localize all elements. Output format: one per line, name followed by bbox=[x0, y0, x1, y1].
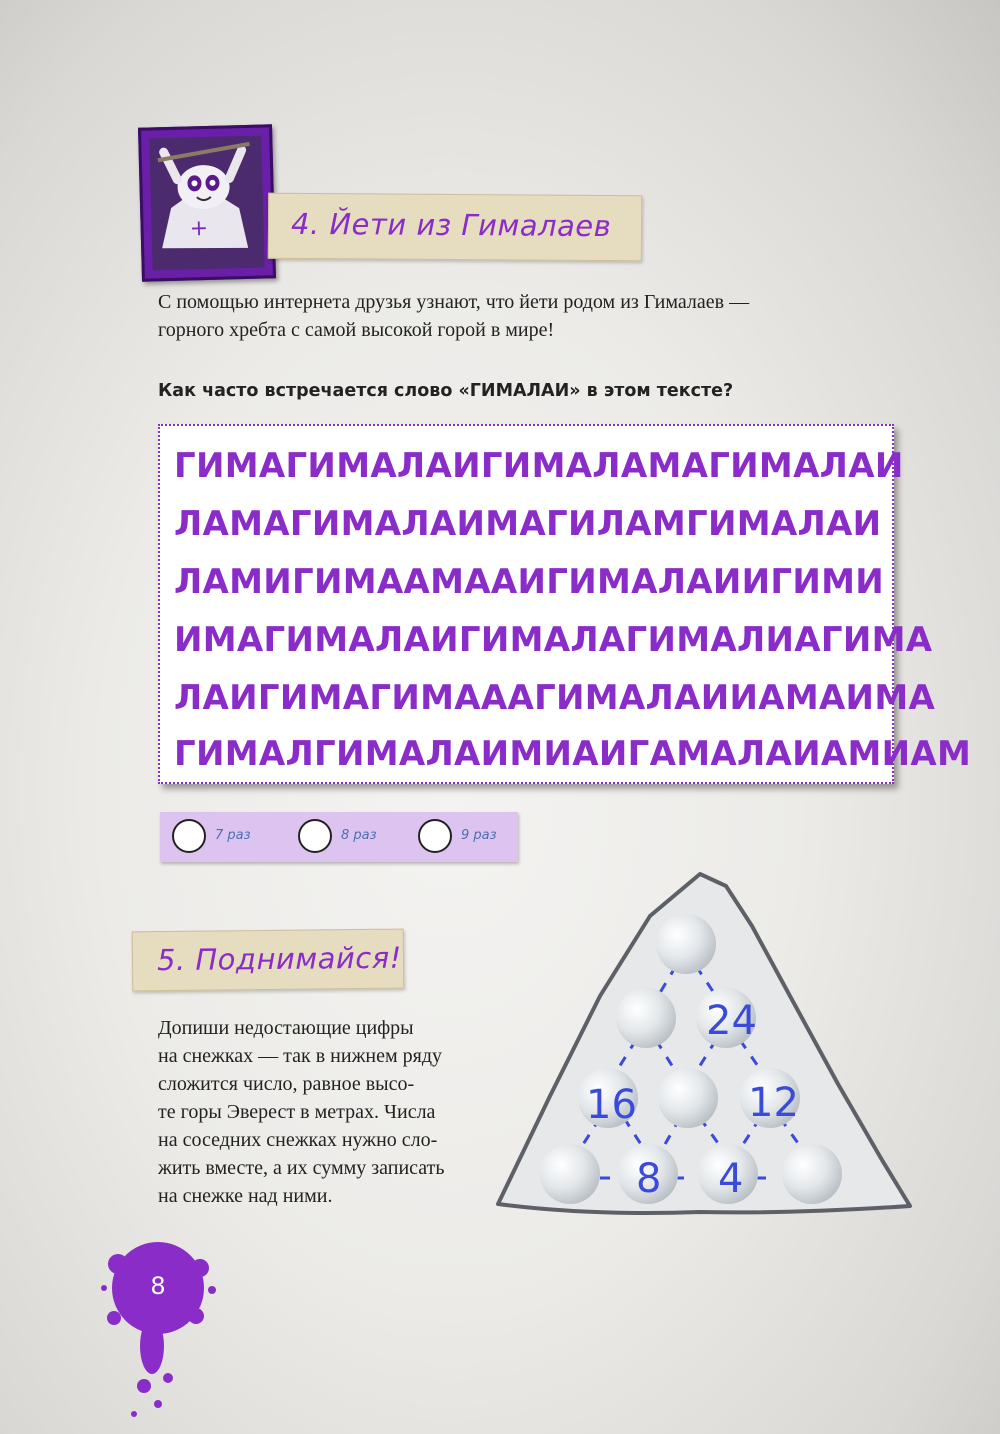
section4-title: 4. Йети из Гималаев bbox=[290, 206, 612, 244]
instruction-line: те горы Эверест в метрах. Числа bbox=[158, 1101, 436, 1123]
grid-row: ЛАМАГИМАЛАИМАГИЛАМГИМАЛАИ bbox=[174, 504, 882, 544]
question-text: Как часто встречается слово «ГИМАЛАИ» в этом тексте? bbox=[158, 381, 734, 401]
answer-options bbox=[160, 812, 518, 862]
intro-line: горного хребта с самой высокой горой в мире! bbox=[158, 319, 555, 341]
snowball[interactable] bbox=[540, 1144, 600, 1204]
option-label: 7 раз bbox=[215, 828, 251, 843]
section5-instructions bbox=[158, 1014, 498, 1210]
option-7-radio[interactable] bbox=[172, 819, 206, 853]
option-8-radio[interactable] bbox=[298, 819, 332, 853]
grid-row: ГИМАГИМАЛАИГИМАЛАМАГИМАЛАИ bbox=[174, 446, 904, 486]
snowball[interactable] bbox=[658, 1068, 718, 1128]
intro-line: С помощью интернета друзья узнают, что йети родом из Гималаев — bbox=[158, 291, 750, 313]
pyramid-number: 16 bbox=[586, 1082, 637, 1128]
instruction-line: на снежках — так в нижнем ряду bbox=[158, 1045, 443, 1067]
svg-text:+: + bbox=[189, 215, 209, 242]
option-label: 9 раз bbox=[461, 828, 497, 843]
section5-title: 5. Поднимайся! bbox=[156, 940, 402, 978]
pyramid-number: 4 bbox=[718, 1156, 744, 1202]
pyramid-number: 12 bbox=[748, 1080, 799, 1126]
paint-splat bbox=[96, 1228, 226, 1428]
section4-title-banner bbox=[268, 193, 642, 262]
snowball[interactable] bbox=[616, 988, 676, 1048]
instruction-line: жить вместе, а их сумму записать bbox=[158, 1157, 445, 1179]
grid-row: ЛАИГИМАГИМАААГИМАЛАИИАМАИМА bbox=[174, 678, 936, 718]
option-label: 8 раз bbox=[341, 828, 377, 843]
grid-row: ИМАГИМАЛАИГИМАЛАГИМАЛИАГИМА bbox=[174, 620, 933, 660]
instruction-line: сложится число, равное высо- bbox=[158, 1073, 415, 1095]
section4-intro bbox=[158, 288, 858, 344]
yeti-icon bbox=[149, 136, 258, 265]
instruction-line: Допиши недостающие цифры bbox=[158, 1017, 414, 1039]
page-number: 8 bbox=[150, 1272, 166, 1300]
grid-row: ГИМАЛГИМАЛАИМИАИГАМАЛАИАМИАМ bbox=[174, 734, 972, 774]
pyramid-number: 24 bbox=[706, 998, 757, 1044]
pyramid-number: 8 bbox=[636, 1156, 662, 1202]
snowball-top[interactable] bbox=[656, 914, 716, 974]
letter-grid bbox=[158, 424, 972, 784]
grid-row: ЛАМИГИМААМААИГИМАЛАИИГИМИ bbox=[174, 562, 884, 602]
section5-title-banner bbox=[132, 929, 405, 992]
instruction-line: на снежке над ними. bbox=[158, 1185, 333, 1207]
snowball[interactable] bbox=[782, 1144, 842, 1204]
option-9-radio[interactable] bbox=[418, 819, 452, 853]
yeti-illustration bbox=[138, 124, 276, 281]
snowball-pyramid bbox=[490, 866, 920, 1226]
instruction-line: на соседних снежках нужно сло- bbox=[158, 1129, 438, 1151]
